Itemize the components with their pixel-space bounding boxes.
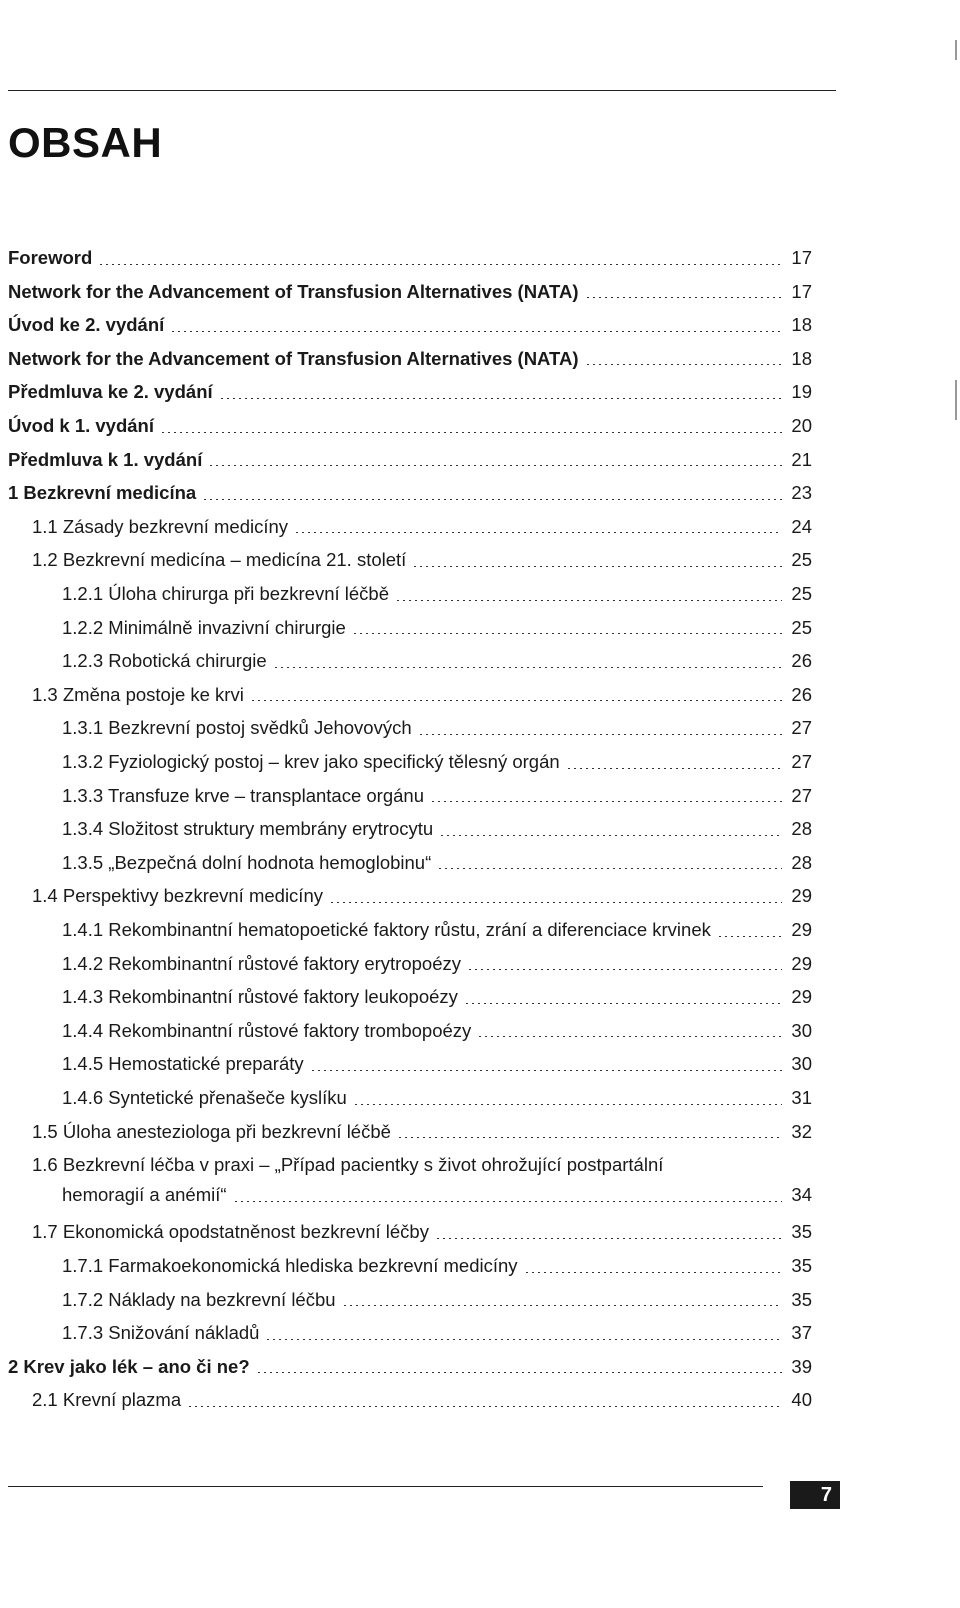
dot-leader bbox=[265, 1339, 782, 1340]
dot-leader bbox=[352, 633, 782, 634]
toc-entry bbox=[32, 881, 812, 911]
toc-entry-title: Network for the Advancement of Transfusion Alternatives (NATA) bbox=[8, 280, 579, 302]
toc-entry-title: 1.4.4 Rekombinantní růstové faktory trombopoézy bbox=[62, 1019, 472, 1041]
dot-leader bbox=[585, 297, 783, 298]
toc-entry bbox=[62, 1318, 812, 1348]
toc-entry bbox=[32, 680, 812, 710]
toc-entry-title: 1.4.5 Hemostatické preparáty bbox=[62, 1053, 304, 1075]
toc-entry bbox=[62, 713, 812, 743]
toc-entry-title: 1.4.6 Syntetické přenašeče kyslíku bbox=[62, 1087, 347, 1108]
toc-entry bbox=[8, 445, 812, 475]
toc-entry-title: 1.2.1 Úloha chirurga při bezkrevní léčbě bbox=[62, 583, 390, 604]
toc-entry-title: 1 Bezkrevní medicína bbox=[8, 482, 197, 504]
toc-entry bbox=[62, 747, 812, 777]
dot-leader bbox=[395, 600, 782, 601]
toc-entry bbox=[32, 1117, 812, 1147]
toc-entry bbox=[62, 848, 812, 878]
dot-leader bbox=[250, 700, 782, 701]
toc-entry bbox=[62, 613, 812, 643]
toc-entry-title-continued: hemoragií a anémií“ bbox=[62, 1184, 227, 1206]
toc-entry-title: 1.3.2 Fyziologický postoj – krev jako specifický tělesný orgán bbox=[62, 751, 560, 772]
toc-entry-title: Network for the Advancement of Transfusion Alternatives (NATA) bbox=[8, 347, 579, 369]
dot-leader bbox=[717, 936, 782, 937]
toc-entry-title: 1.7 Ekonomická opodstatněnost bezkrevní léčby bbox=[32, 1221, 429, 1243]
toc-entry-title: Úvod ke 2. vydání bbox=[8, 314, 165, 336]
dot-leader bbox=[435, 1238, 782, 1239]
dot-leader bbox=[310, 1070, 782, 1071]
toc-entry-page: 27 bbox=[791, 717, 812, 739]
toc-entry-page: 18 bbox=[791, 314, 812, 336]
toc-entry-title: 1.3.4 Složitost struktury membrány erytrocytu bbox=[62, 818, 434, 840]
toc-entry bbox=[62, 781, 812, 811]
dot-leader bbox=[329, 902, 782, 903]
dot-leader bbox=[160, 432, 782, 433]
toc-entry-page: 20 bbox=[791, 415, 812, 436]
toc-entry bbox=[8, 243, 812, 273]
dot-leader bbox=[467, 969, 782, 970]
toc-entry-title: Foreword bbox=[8, 247, 93, 268]
dot-leader bbox=[187, 1406, 782, 1407]
toc-entry-page: 27 bbox=[791, 784, 812, 806]
toc-entry-page: 39 bbox=[791, 1355, 812, 1377]
toc-entry bbox=[62, 1049, 812, 1079]
toc-entry-page: 28 bbox=[791, 818, 812, 840]
toc-entry-title: Předmluva ke 2. vydání bbox=[8, 381, 213, 403]
toc-entry-title: 1.7.3 Snižování nákladů bbox=[62, 1322, 260, 1344]
dot-leader bbox=[98, 264, 782, 265]
toc-entry bbox=[8, 344, 812, 374]
page-number: 7 bbox=[790, 1481, 840, 1509]
toc-entry bbox=[32, 1385, 812, 1415]
toc-entry bbox=[62, 814, 812, 844]
toc-entry-title: 1.4 Perspektivy bezkrevní medicíny bbox=[32, 885, 323, 907]
scan-edge-mark bbox=[955, 380, 957, 420]
toc-entry-title: 1.3 Změna postoje ke krvi bbox=[32, 683, 244, 705]
toc-entry-title: 2 Krev jako lék – ano či ne? bbox=[8, 1355, 250, 1377]
toc-entry-title: 1.5 Úloha anesteziologa při bezkrevní léčbě bbox=[32, 1120, 391, 1142]
toc-entry-page: 30 bbox=[791, 1019, 812, 1041]
toc-entry-title: 1.3.1 Bezkrevní postoj svědků Jehovových bbox=[62, 717, 412, 739]
toc-entry-title: 1.7.1 Farmakoekonomická hlediska bezkrevní medicíny bbox=[62, 1255, 518, 1276]
toc-entry-page: 18 bbox=[791, 347, 812, 369]
toc-entry bbox=[32, 1150, 812, 1210]
toc-entry-page: 19 bbox=[791, 381, 812, 403]
toc-entry bbox=[32, 545, 812, 575]
toc-entry-page: 35 bbox=[791, 1221, 812, 1243]
toc-entry-title: 1.4.3 Rekombinantní růstové faktory leukopoézy bbox=[62, 986, 458, 1008]
toc-entry-title: 1.2.2 Minimálně invazivní chirurgie bbox=[62, 616, 346, 638]
toc-entry bbox=[8, 377, 812, 407]
toc-entry bbox=[62, 915, 812, 945]
toc-entry-page: 25 bbox=[791, 616, 812, 638]
toc-entry-page: 29 bbox=[791, 885, 812, 907]
toc-entry-page: 30 bbox=[791, 1053, 812, 1075]
toc-entry-title: 2.1 Krevní plazma bbox=[32, 1389, 182, 1411]
toc-entry-page: 26 bbox=[791, 650, 812, 672]
dot-leader bbox=[585, 364, 783, 365]
bottom-rule bbox=[8, 1486, 763, 1487]
toc-entry-page: 25 bbox=[791, 549, 812, 571]
toc-entry-page: 25 bbox=[791, 583, 812, 604]
toc-entry-title: 1.4.2 Rekombinantní růstové faktory erytropoézy bbox=[62, 952, 461, 974]
toc-entry bbox=[32, 512, 812, 542]
toc-entry-page: 34 bbox=[791, 1184, 812, 1206]
toc-entry bbox=[8, 1352, 812, 1382]
toc-entry-page: 32 bbox=[791, 1120, 812, 1142]
dot-leader bbox=[412, 566, 782, 567]
toc-entry bbox=[62, 646, 812, 676]
toc-entry-title: 1.3.5 „Bezpečná dolní hodnota hemoglobinu“ bbox=[62, 851, 432, 873]
dot-leader bbox=[397, 1137, 782, 1138]
toc-entry bbox=[62, 1016, 812, 1046]
toc-entry bbox=[62, 1251, 812, 1281]
dot-leader bbox=[464, 1003, 782, 1004]
dot-leader bbox=[256, 1372, 782, 1373]
toc-entry-title: 1.7.2 Náklady na bezkrevní léčbu bbox=[62, 1288, 336, 1310]
toc-entry-page: 35 bbox=[791, 1255, 812, 1276]
toc-entry-page: 17 bbox=[791, 247, 812, 268]
toc-entry-page: 24 bbox=[791, 515, 812, 537]
toc-entry bbox=[8, 277, 812, 307]
toc-entry bbox=[62, 949, 812, 979]
toc-entry bbox=[62, 1285, 812, 1315]
dot-leader bbox=[219, 398, 782, 399]
page-title: OBSAH bbox=[8, 119, 163, 166]
dot-leader bbox=[273, 667, 782, 668]
toc-entry-page: 29 bbox=[791, 952, 812, 974]
toc-entry-title: Úvod k 1. vydání bbox=[8, 415, 154, 436]
top-rule bbox=[8, 90, 836, 91]
dot-leader bbox=[233, 1201, 782, 1202]
dot-leader bbox=[342, 1305, 782, 1306]
dot-leader bbox=[437, 868, 782, 869]
dot-leader bbox=[439, 835, 782, 836]
toc-entry-title: 1.4.1 Rekombinantní hematopoetické faktory růstu, zrání a diferenciace krvinek bbox=[62, 919, 711, 940]
dot-leader bbox=[353, 1104, 782, 1105]
toc-entry bbox=[8, 310, 812, 340]
dot-leader bbox=[294, 532, 782, 533]
toc-entry-page: 21 bbox=[791, 448, 812, 470]
toc-entry-title: Předmluva k 1. vydání bbox=[8, 448, 203, 470]
toc-entry-page: 23 bbox=[791, 482, 812, 504]
toc-entry bbox=[62, 982, 812, 1012]
dot-leader bbox=[208, 465, 782, 466]
toc-entry-title: 1.1 Zásady bezkrevní medicíny bbox=[32, 515, 289, 537]
toc-entry bbox=[8, 411, 812, 441]
dot-leader bbox=[202, 499, 782, 500]
dot-leader bbox=[418, 734, 782, 735]
toc-entry-page: 37 bbox=[791, 1322, 812, 1344]
toc-entry-title: 1.2.3 Robotická chirurgie bbox=[62, 650, 267, 672]
dot-leader bbox=[566, 768, 782, 769]
toc-entry bbox=[32, 1217, 812, 1247]
toc-entry-page: 35 bbox=[791, 1288, 812, 1310]
toc-entry-page: 29 bbox=[791, 986, 812, 1008]
dot-leader bbox=[477, 1036, 782, 1037]
toc-entry-page: 26 bbox=[791, 683, 812, 705]
toc-entry-title: 1.2 Bezkrevní medicína – medicína 21. století bbox=[32, 549, 407, 571]
toc-entry-title: 1.3.3 Transfuze krve – transplantace orgánu bbox=[62, 784, 424, 806]
toc-entry-title: 1.6 Bezkrevní léčba v praxi – „Případ pacientky s život ohrožující postpartální bbox=[32, 1154, 664, 1176]
toc-entry-page: 40 bbox=[791, 1389, 812, 1411]
toc-entry-page: 31 bbox=[791, 1087, 812, 1108]
toc-entry-page: 27 bbox=[791, 751, 812, 772]
toc-entry-page: 17 bbox=[791, 280, 812, 302]
dot-leader bbox=[524, 1272, 782, 1273]
toc-entry bbox=[62, 579, 812, 609]
dot-leader bbox=[170, 331, 782, 332]
dot-leader bbox=[430, 801, 782, 802]
scan-edge-mark bbox=[955, 40, 957, 60]
toc-entry-page: 28 bbox=[791, 851, 812, 873]
toc-entry bbox=[62, 1083, 812, 1113]
toc-entry bbox=[8, 478, 812, 508]
toc-entry-page: 29 bbox=[791, 919, 812, 940]
